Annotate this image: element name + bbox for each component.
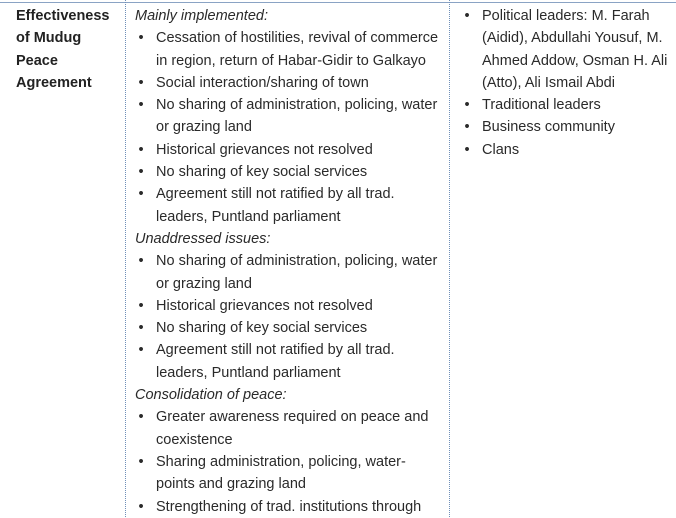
list-item — [135, 451, 443, 496]
list-item-text: No sharing of administration, policing, water — [156, 97, 438, 114]
section-title: Consolidation of peace: — [135, 387, 287, 404]
bullet-icon: • — [138, 320, 144, 337]
bullet-icon: • — [138, 297, 144, 314]
bullet-icon: • — [138, 97, 144, 114]
row-heading-line: Effectiveness — [16, 8, 110, 24]
row-heading-line: Peace — [16, 52, 58, 69]
bullet-icon: • — [138, 453, 144, 470]
list-item-text: points and grazing land — [156, 476, 306, 493]
list-item-text: Strengthening of trad. institutions through — [156, 498, 422, 515]
bullet-icon: • — [464, 141, 470, 158]
bullet-icon: • — [138, 253, 144, 270]
row-heading-cell — [16, 5, 124, 94]
list-item — [135, 183, 443, 228]
list-item-text: in region, return of Habar-Gidir to Galkayo — [156, 52, 426, 69]
bullet-icon: • — [464, 97, 470, 114]
list-item-text: Sharing administration, policing, water- — [156, 453, 406, 470]
list-item — [135, 339, 443, 384]
list-item-text: coexistence — [156, 431, 233, 448]
list-item-text: Historical grievances not resolved — [156, 141, 373, 158]
list-item-text: Clans — [482, 141, 520, 158]
bullet-icon: • — [138, 186, 144, 203]
bullet-icon: • — [138, 342, 144, 359]
section-title: Unaddressed issues: — [135, 230, 271, 247]
list-item-text: Agreement still not ratified by all trad. — [156, 342, 395, 359]
list-item-text: No sharing of key social services — [156, 320, 368, 337]
bullet-icon: • — [464, 119, 470, 136]
list-item — [135, 94, 443, 139]
bullet-icon: • — [138, 30, 144, 47]
list-item — [461, 5, 671, 94]
list-item-text: Cessation of hostilities, revival of commerce — [156, 30, 439, 47]
list-item-text: Agreement still not ratified by all trad. — [156, 186, 395, 203]
list-item-text: Historical grievances not resolved — [156, 297, 373, 314]
column-divider-1 — [125, 0, 126, 517]
list-item-text: or grazing land — [156, 275, 252, 292]
row-heading-line: of Mudug — [16, 30, 82, 47]
list-item-text: (Aidid), Abdullahi Yousuf, M. — [482, 30, 663, 47]
list-item-text: or grazing land — [156, 119, 252, 136]
list-item-text: No sharing of administration, policing, water — [156, 253, 438, 270]
list-item-text: leaders, Puntland parliament — [156, 208, 341, 225]
list-item — [135, 72, 443, 94]
list-item-text: Greater awareness required on peace and — [156, 409, 429, 426]
list-item-text: Traditional leaders — [482, 97, 601, 114]
list-item-text: No sharing of key social services — [156, 164, 368, 181]
bullet-icon: • — [138, 164, 144, 181]
list-item — [135, 250, 443, 295]
column-divider-2 — [449, 0, 450, 517]
bullet-icon: • — [464, 8, 470, 24]
bullet-icon: • — [138, 141, 144, 158]
list-item-text: Business community — [482, 119, 615, 136]
row-heading-line: Agreement — [16, 74, 92, 91]
actors-cell — [461, 5, 671, 161]
details-cell — [135, 5, 443, 518]
list-item-text: Political leaders: M. Farah — [482, 8, 650, 24]
section-title: Mainly implemented: — [135, 8, 268, 24]
table-top-border — [0, 2, 676, 3]
list-item — [461, 139, 671, 161]
list-item — [461, 116, 671, 138]
list-item — [135, 139, 443, 161]
bullet-icon: • — [138, 498, 144, 515]
list-item-text: Social interaction/sharing of town — [156, 74, 369, 91]
list-item-text: (Atto), Ali Ismail Abdi — [482, 74, 615, 91]
list-item — [135, 27, 443, 72]
list-item — [135, 161, 443, 183]
list-item — [135, 317, 443, 339]
list-item — [135, 295, 443, 317]
list-item — [135, 406, 443, 451]
list-item-text: leaders, Puntland parliament — [156, 364, 341, 381]
list-item-text: Ahmed Addow, Osman H. Ali — [482, 52, 668, 69]
bullet-icon: • — [138, 74, 144, 91]
list-item — [461, 94, 671, 116]
list-item — [135, 496, 443, 518]
bullet-icon: • — [138, 409, 144, 426]
